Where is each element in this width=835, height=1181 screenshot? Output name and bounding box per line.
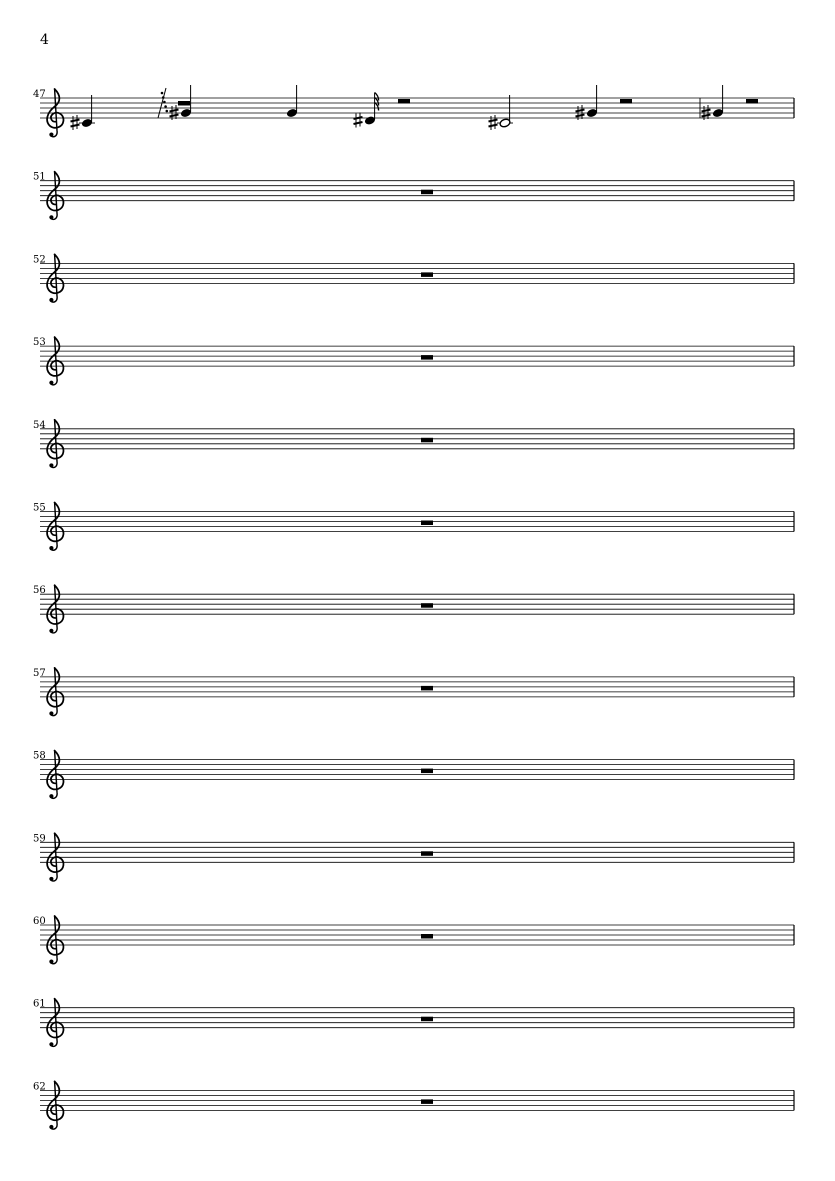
note <box>286 85 298 118</box>
whole-rest <box>421 851 433 856</box>
whole-rest <box>620 99 632 104</box>
measure-number: 47 <box>33 89 46 100</box>
rest-dot <box>166 110 169 113</box>
whole-rest <box>178 101 190 106</box>
measure-number: 55 <box>33 502 46 514</box>
page-number: 4 <box>40 32 49 48</box>
staff-system <box>33 172 794 220</box>
whole-rest <box>398 99 410 104</box>
note <box>576 85 633 120</box>
note <box>489 95 514 130</box>
staff-system <box>33 833 794 881</box>
whole-rest <box>421 355 433 360</box>
measure-number: 60 <box>33 916 46 927</box>
staff-system <box>33 85 794 137</box>
staff-system <box>33 337 794 385</box>
measure-number: 57 <box>33 667 46 679</box>
whole-rest <box>421 686 433 691</box>
sharp-icon <box>354 113 363 128</box>
staff-system <box>33 503 794 551</box>
rest-dot <box>161 92 164 95</box>
measure-number: 56 <box>33 585 46 597</box>
measure-number: 61 <box>33 998 46 1010</box>
note <box>158 85 192 120</box>
staff-system <box>33 254 794 302</box>
whole-rest <box>421 438 433 443</box>
measure-number: 58 <box>33 750 46 762</box>
staff-system <box>33 1081 794 1129</box>
whole-rest <box>746 99 758 104</box>
measure-number: 52 <box>33 254 46 266</box>
sharp-icon <box>71 115 80 130</box>
whole-rest <box>421 934 433 939</box>
whole-rest <box>421 190 433 195</box>
measure-number: 54 <box>33 419 46 431</box>
whole-rest <box>421 603 433 608</box>
staff-system <box>33 668 794 716</box>
staff-system <box>33 916 794 964</box>
measure-number: 59 <box>33 833 46 845</box>
sharp-icon <box>489 115 498 130</box>
measure-number: 51 <box>33 171 46 183</box>
note <box>71 95 96 130</box>
whole-rest <box>421 769 433 774</box>
staff-system <box>33 585 794 633</box>
rest-dot <box>164 105 167 108</box>
measure-number: 53 <box>33 337 46 349</box>
staff-system <box>33 420 794 468</box>
staff-system <box>33 751 794 799</box>
note <box>702 85 759 120</box>
whole-rest <box>421 521 433 526</box>
staff-system <box>33 999 794 1047</box>
whole-rest <box>421 1017 433 1022</box>
measure-number: 62 <box>33 1081 46 1093</box>
whole-rest <box>421 1099 433 1104</box>
rest-dot <box>163 101 166 104</box>
whole-rest <box>421 272 433 277</box>
